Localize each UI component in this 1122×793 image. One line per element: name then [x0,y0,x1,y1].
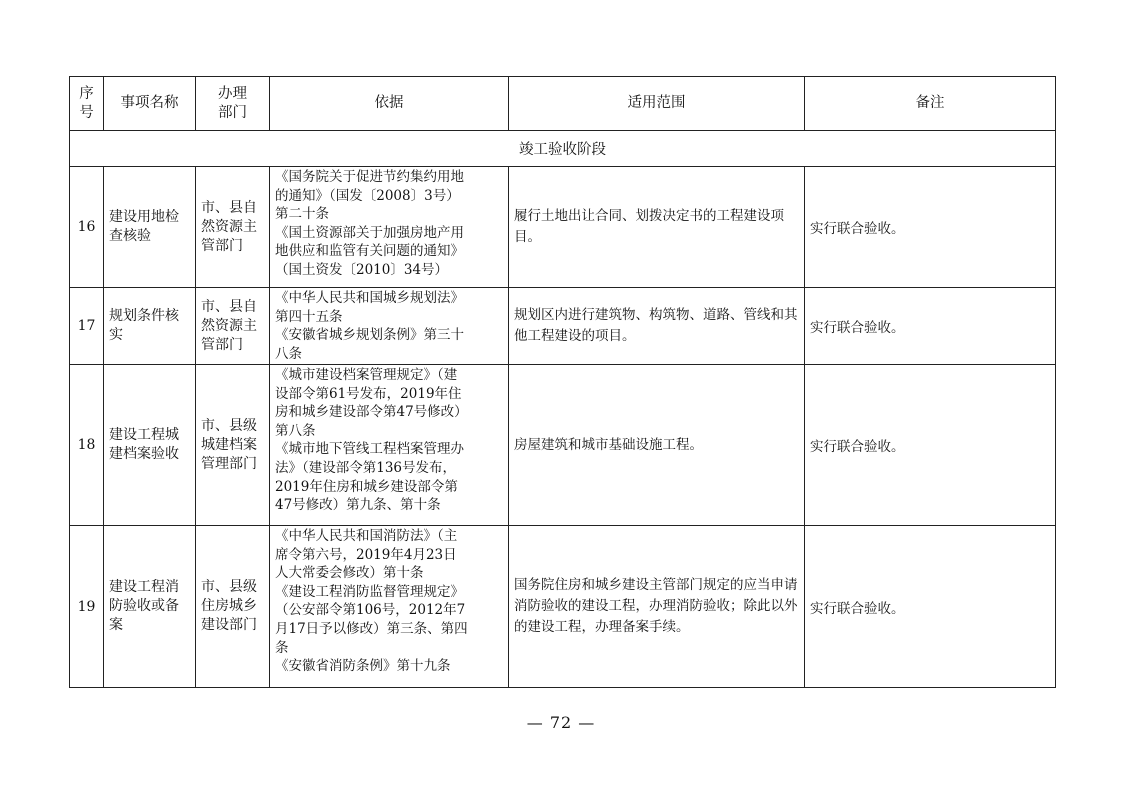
basis-line: 《国务院关于促进节约集约用地 [275,169,464,185]
basis-line: 第二十条 [275,206,329,223]
legal-basis [270,288,509,365]
basis-line: 《中华人民共和国消防法》（主 [275,528,458,544]
basis-line: 房和城乡建设部令第47号修改） [275,404,468,421]
basis-line: （国土资发〔2010〕34号） [275,261,449,278]
item-name: 建设工程城建档案验收 [104,365,196,526]
item-name: 规划条件核实 [104,288,196,365]
item-name: 建设用地检查核验 [104,167,196,288]
table-row [70,526,1056,688]
basis-line: 席令第六号，2019年4月23日 [275,546,457,563]
legal-basis [270,526,509,688]
remark: 实行联合验收。 [805,167,1056,288]
basis-line: 第八条 [275,422,316,439]
basis-line: 《城市建设档案管理规定》（建 [275,367,458,383]
basis-line: 八条 [275,345,302,362]
header-basis: 依据 [270,77,509,131]
basis-line: 《安徽省城乡规划条例》第三十 [275,327,464,344]
row-number: 17 [70,288,104,365]
handling-dept: 市、县自然资源主管部门 [196,288,270,365]
basis-line: 2019年住房和城乡建设部令第 [275,478,458,495]
stage-title: 竣工验收阶段 [70,131,1056,167]
item-name: 建设工程消防验收或备案 [104,526,196,688]
basis-line: 地供应和监管有关问题的通知》 [275,243,464,260]
row-number: 18 [70,365,104,526]
basis-line: 月17日予以修改）第三条、第四 [275,620,468,637]
remark: 实行联合验收。 [805,365,1056,526]
header-name: 事项名称 [104,77,196,131]
header-note: 备注 [805,77,1056,131]
basis-line: 47号修改）第九条、第十条 [275,497,441,514]
basis-line: 《城市地下管线工程档案管理办 [275,441,464,458]
basis-line: 《中华人民共和国城乡规划法》 [275,290,464,306]
legal-basis [270,167,509,288]
remark: 实行联合验收。 [805,288,1056,365]
applicable-scope: 房屋建筑和城市基础设施工程。 [509,365,805,526]
handling-dept: 市、县级城建档案管理部门 [196,365,270,526]
document-table [69,76,1056,688]
basis-line: 人大常委会修改）第十条 [275,565,424,582]
basis-line: 法》（建设部令第136号发布， [275,459,457,476]
remark: 实行联合验收。 [805,526,1056,688]
header-row [70,77,1056,131]
row-number: 19 [70,526,104,688]
basis-line: （公安部令第106号，2012年7 [275,602,466,619]
legal-basis [270,365,509,526]
applicable-scope: 履行土地出让合同、划拨决定书的工程建设项目。 [509,167,805,288]
handling-dept: 市、县级住房城乡建设部门 [196,526,270,688]
table-row [70,288,1056,365]
table-row [70,167,1056,288]
handling-dept: 市、县自然资源主管部门 [196,167,270,288]
basis-line: 《安徽省消防条例》第十九条 [275,658,451,675]
stage-row [70,131,1056,167]
basis-line: 《国土资源部关于加强房地产用 [275,224,464,241]
page-number: — 72 — [526,713,596,732]
header-no: 序号 [70,77,104,131]
basis-line: 的通知》（国发〔2008〕3号） [275,187,460,204]
basis-line: 条 [275,639,289,656]
basis-line: 《建设工程消防监督管理规定》 [275,583,464,600]
header-dept: 办理部门 [196,77,270,131]
row-number: 16 [70,167,104,288]
table-row [70,365,1056,526]
header-scope: 适用范围 [509,77,805,131]
applicable-scope: 国务院住房和城乡建设主管部门规定的应当申请消防验收的建设工程，办理消防验收；除此以外的建设工程，办理备案手续。 [509,526,805,688]
applicable-scope: 规划区内进行建筑物、构筑物、道路、管线和其他工程建设的项目。 [509,288,805,365]
basis-line: 第四十五条 [275,308,343,325]
basis-line: 设部令第61号发布，2019年住 [275,385,462,402]
